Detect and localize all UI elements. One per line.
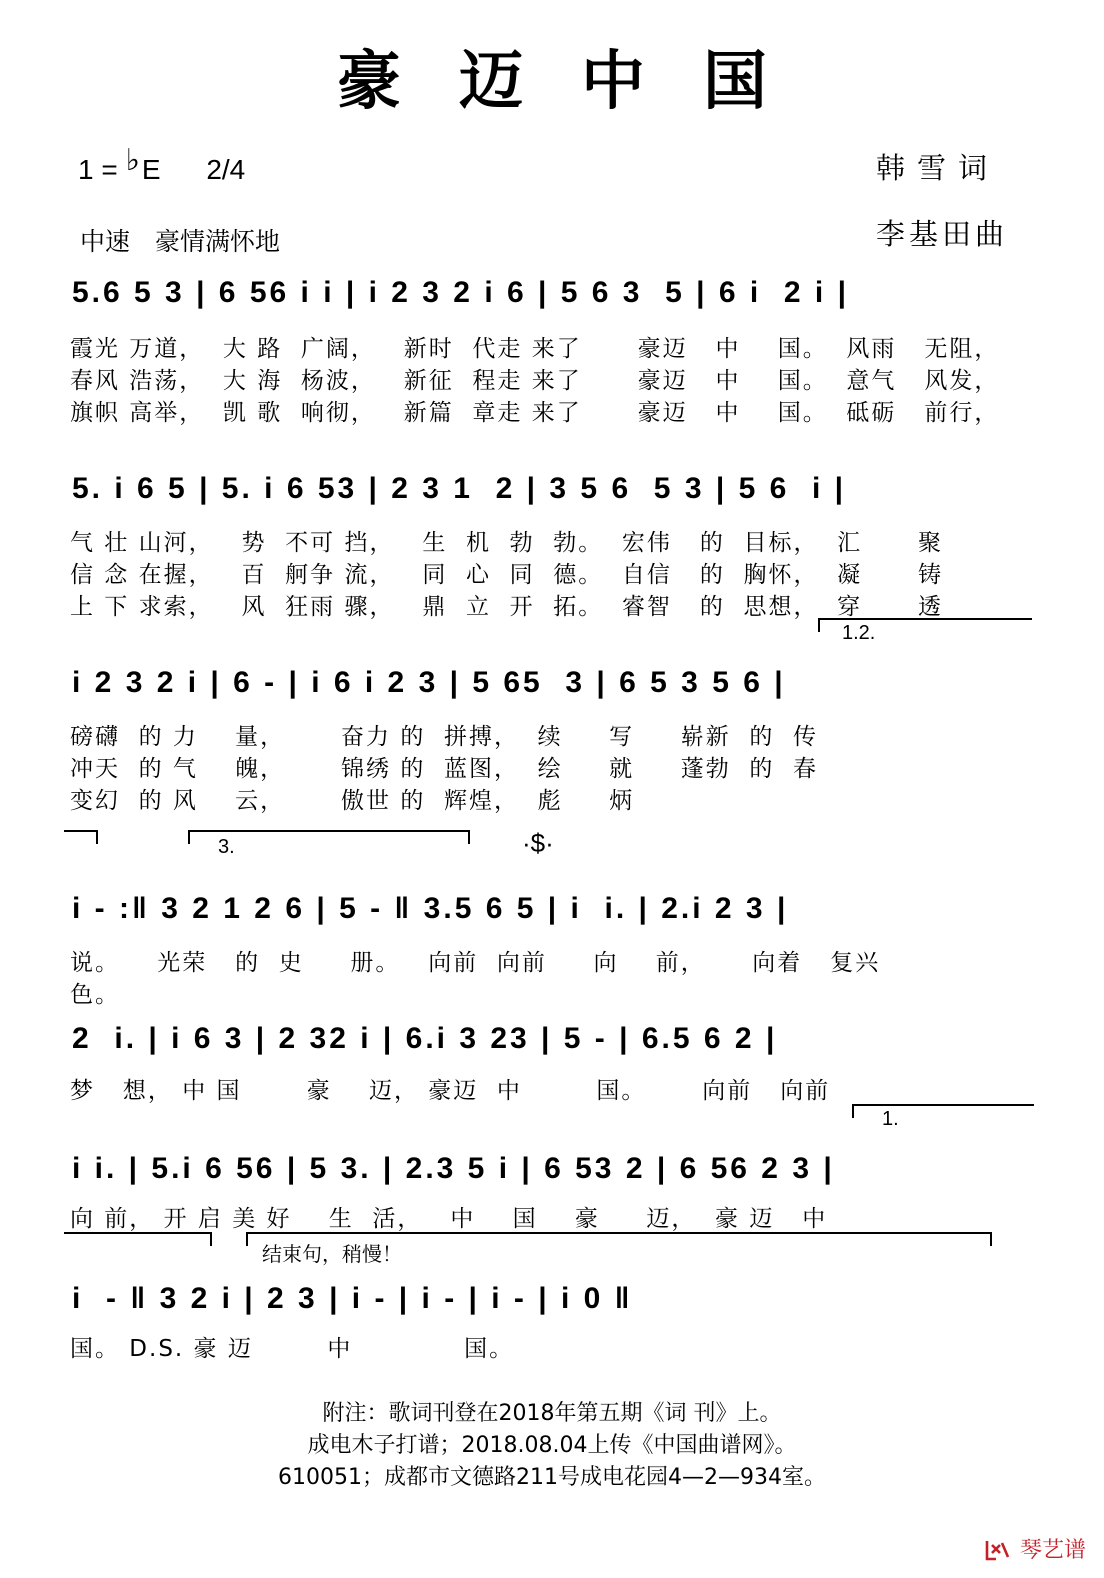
lyric-line-7-1: 国。 D.S. 豪 迈 中 国。 [70,1336,515,1362]
ending-instruction: 结束句，稍慢！ [262,1242,402,1266]
watermark-text: 琴艺谱 [1019,1538,1086,1563]
lyric-line-1-2: 春风 浩荡， 大 海 杨波， 新征 程走 来了 豪迈 中 国。 意气 风发， [70,368,1000,394]
volta-bracket-1 [852,1104,1034,1118]
volta-1-label: 1. [882,1108,899,1130]
lyricist-credit: 韩雪词 [876,153,1000,185]
lyric-line-2-2: 信 念 在握， 百 舸争 流， 同 心 同 德。 自信 的 胸怀， 凝 铸 [70,562,943,588]
flat-sign: ♭ [125,144,140,177]
notation-line-4: i - :‖ 3 2 1 2 6 | 5 - ‖ 3.5 6 5 | i i. | 2.i 2 3 | [72,892,789,925]
time-signature: 2/4 [206,154,246,185]
notation-line-7: i - ‖ 3 2 i | 2 3 | i - | i - | i - | i 0 ‖ [72,1282,633,1315]
notation-line-1: 5.6 5 3 | 6 56 i i | i 2 3 2 i 6 | 5 6 3 5 | 6 i 2 i | [72,276,849,309]
lyric-line-1-3: 旗帜 高举， 凯 歌 响彻， 新篇 章走 来了 豪迈 中 国。 砥砺 前行， [70,400,1000,426]
footnote-1: 附注：歌词刊登在2018年第五期《词 刊》上。 [322,1401,782,1426]
volta-3-label: 3. [218,836,235,858]
lyric-line-5-1: 梦 想， 中 国 豪 迈， 豪迈 中 国。 向前 向前 [70,1078,831,1104]
watermark-icon [984,1538,1018,1563]
volta-1-2-label: 1.2. [842,622,876,644]
lyric-line-3-2: 冲天 的 气 魄， 锦绣 的 蓝图， 绘 就 蓬勃 的 春 [70,756,818,782]
footnote-3: 610051；成都市文德路211号成电花园4—2—934室。 [278,1465,826,1490]
tempo-marking: 中速 豪情满怀地 [80,228,281,256]
lyric-line-6-1: 向 前， 开 启 美 好 生 活， 中 国 豪 迈， 豪 迈 中 [70,1206,828,1232]
ending-end-bracket [64,1232,212,1246]
footnote-2: 成电木子打谱；2018.08.04上传《中国曲谱网》。 [307,1433,797,1458]
segno-icon: ·$· [522,828,554,858]
notation-line-2: 5. i 6 5 | 5. i 6 53 | 2 3 1 2 | 3 5 6 5 3 | 5 6 i | [72,472,847,505]
composer-credit: 李基田曲 [876,219,1009,251]
lyric-line-3-1: 磅礴 的 力 量， 奋力 的 拼搏， 续 写 崭新 的 传 [70,724,818,750]
notation-line-3: i 2 3 2 i | 6 - | i 6 i 2 3 | 5 65 3 | 6 5 3 5 6 | [72,666,786,699]
lyric-line-2-1: 气 壮 山河， 势 不可 挡， 生 机 勃 勃。 宏伟 的 目标， 汇 聚 [70,530,943,556]
notation-line-6: i i. | 5.i 6 56 | 5 3. | 2.3 5 i | 6 53 2 | 6 56 2 3 | [72,1152,835,1185]
watermark-logo [984,1533,1086,1564]
lyric-line-2-3: 上 下 求索， 风 狂雨 骤， 鼎 立 开 拓。 睿智 的 思想， 穿 透 [70,594,943,620]
key-signature [78,144,246,187]
notation-line-5: 2 i. | i 6 3 | 2 32 i | 6.i 3 23 | 5 - | 6.5 6 2 | [72,1022,778,1055]
song-title: 豪迈中国 [337,44,825,119]
lyric-line-4-1: 说。 光荣 的 史 册。 向前 向前 向 前， 向着 复兴 [70,950,881,976]
key-tonic: E [141,154,161,185]
lyric-line-4-2: 色。 [70,982,120,1008]
lyric-line-1-1: 霞光 万道， 大 路 广阔， 新时 代走 来了 豪迈 中 国。 风雨 无阻， [70,336,1000,362]
volta-end-bracket [64,830,98,844]
key-prefix: 1 = [78,154,118,185]
lyric-line-3-3: 变幻 的 风 云， 傲世 的 辉煌， 彪 炳 [70,788,635,814]
